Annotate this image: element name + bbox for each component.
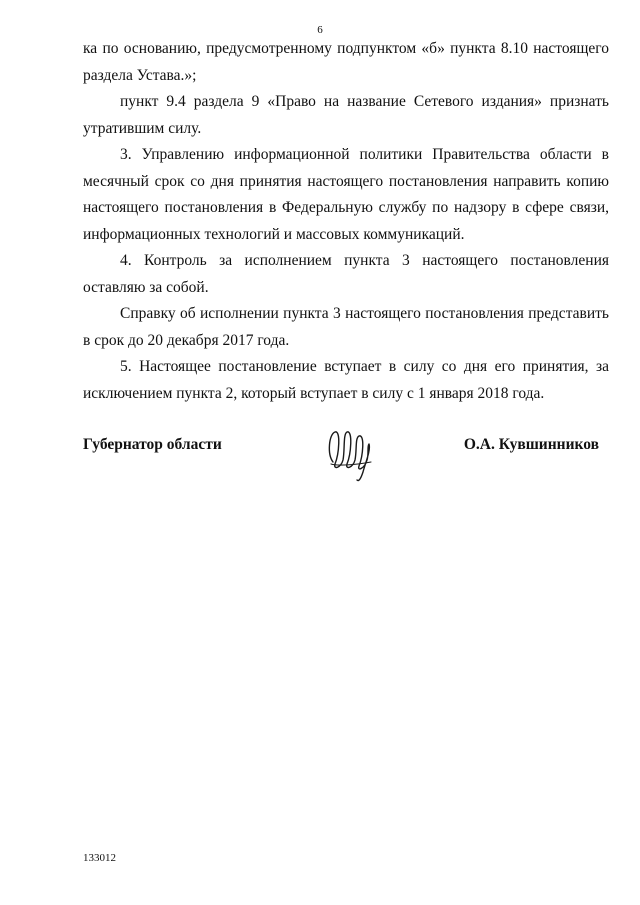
- signature-block: [83, 424, 599, 484]
- paragraph: 4. Контроль за исполнением пункта 3 настоящего постановления оставляю за собой.: [83, 252, 609, 296]
- paragraph: 3. Управлению информационной политики Правительства области в месячный срок со дня принятия настоящего постановления направить копию настоящего постановления в Федеральную службу по надзору в сфере связи, информационных технологий и массовых коммуникаций.: [83, 146, 609, 243]
- document-code: 133012: [83, 852, 116, 864]
- signatory-name: О.А. Кувшинников: [463, 436, 599, 453]
- document-body: [83, 36, 609, 407]
- paragraph: 5. Настоящее постановление вступает в силу со дня его принятия, за исключением пункта 2, который вступает в силу с 1 января 2018 года.: [83, 358, 609, 402]
- paragraph: ка по основанию, предусмотренному подпунктом «б» пункта 8.10 настоящего раздела Устава.»;: [83, 40, 609, 84]
- signatory-title: Губернатор области: [83, 436, 222, 453]
- paragraph: пункт 9.4 раздела 9 «Право на название Сетевого издания» признать утратившим силу.: [83, 93, 609, 137]
- handwritten-signature: [325, 424, 375, 482]
- paragraph: Справку об исполнении пункта 3 настоящего постановления представить в срок до 20 декабря 2017 года.: [83, 305, 609, 349]
- page-number: 6: [317, 24, 323, 36]
